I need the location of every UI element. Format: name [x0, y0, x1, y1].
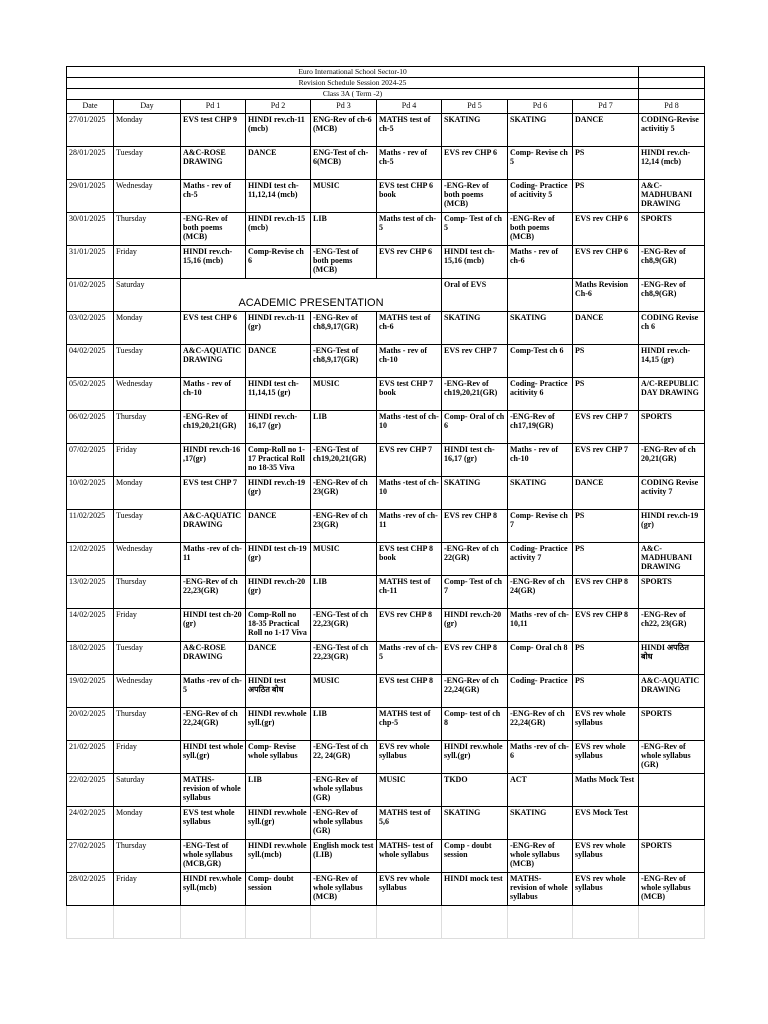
- period-cell: Comp- Revise whole syllabus: [246, 741, 311, 774]
- period-cell: -ENG-Rev of ch19,20,21(GR): [442, 378, 508, 411]
- period-cell: EVS test CHP 6 book: [377, 180, 442, 213]
- merged-event-cell: ACADEMIC PRESENTATION: [181, 279, 442, 312]
- column-header: Pd 1: [181, 100, 246, 114]
- period-cell: -ENG-Rev of ch 23(GR): [311, 510, 377, 543]
- period-cell: HINDI test ch-11,12,14 (mcb): [246, 180, 311, 213]
- period-cell: Coding- Practice of acitivity 5: [508, 180, 573, 213]
- table-row: [67, 576, 705, 609]
- table-row: [67, 675, 705, 708]
- period-cell: -ENG-Rev of whole syllabus (MCB): [311, 873, 377, 906]
- period-cell: MATHS test of ch-11: [377, 576, 442, 609]
- period-cell: -ENG-Rev of both poems (MCB): [442, 180, 508, 213]
- day-cell: Friday: [114, 609, 181, 642]
- period-cell: -ENG-Test of ch 22, 24(GR): [311, 741, 377, 774]
- period-cell: EVS rev whole syllabus: [573, 741, 639, 774]
- column-header: Date: [67, 100, 114, 114]
- period-cell: Comp-Test ch 6: [508, 345, 573, 378]
- period-cell: Maths -rev of ch-11: [181, 543, 246, 576]
- period-cell: -ENG-Rev of ch19,20,21(GR): [181, 411, 246, 444]
- day-cell: Tuesday: [114, 510, 181, 543]
- period-cell: -ENG-Rev of ch 22,24(GR): [181, 708, 246, 741]
- period-cell: LIB: [311, 213, 377, 246]
- table-row: [67, 444, 705, 477]
- period-cell: Comp-Roll no 1-17 Practical Roll no 18-35 Viva: [246, 444, 311, 477]
- period-cell: HINDI test whole syll.(gr): [181, 741, 246, 774]
- period-cell: -ENG-Test of ch8,9,17(GR): [311, 345, 377, 378]
- date-cell: 31/01/2025: [67, 246, 114, 279]
- period-cell: SKATING: [442, 114, 508, 147]
- date-cell: 29/01/2025: [67, 180, 114, 213]
- revision-schedule-table: [66, 66, 705, 939]
- period-cell: EVS rev CHP 6: [377, 246, 442, 279]
- period-cell: HINDI rev.ch-11 (mcb): [246, 114, 311, 147]
- period-cell: Comp- Revise ch 7: [508, 510, 573, 543]
- column-header: Pd 2: [246, 100, 311, 114]
- period-cell: EVS rev CHP 7: [377, 444, 442, 477]
- period-cell: Oral of EVS: [442, 279, 508, 312]
- period-cell: EVS rev CHP 7: [573, 411, 639, 444]
- date-cell: 30/01/2025: [67, 213, 114, 246]
- period-cell: SKATING: [508, 114, 573, 147]
- day-cell: Monday: [114, 312, 181, 345]
- table-row: [67, 609, 705, 642]
- period-cell: Maths -test of ch-10: [377, 411, 442, 444]
- period-cell: EVS rev CHP 8: [573, 609, 639, 642]
- period-cell: EVS rev whole syllabus: [573, 708, 639, 741]
- empty-cell: [573, 906, 639, 939]
- day-cell: Monday: [114, 807, 181, 840]
- period-cell: HINDI test ch-11,14,15 (gr): [246, 378, 311, 411]
- table-row: [67, 807, 705, 840]
- period-cell: DANCE: [246, 147, 311, 180]
- period-cell: Maths - rev of ch-5: [181, 180, 246, 213]
- period-cell: -ENG-Test of whole syllabus (MCB,GR): [181, 840, 246, 873]
- table-row: [67, 213, 705, 246]
- period-cell: -ENG-Test of ch 22,23(GR): [311, 642, 377, 675]
- period-cell: Maths - rev of ch-10: [508, 444, 573, 477]
- period-cell: Comp- Test of ch 5: [442, 213, 508, 246]
- column-header: Pd 6: [508, 100, 573, 114]
- period-cell: Comp- Test of ch 7: [442, 576, 508, 609]
- table-row: [67, 378, 705, 411]
- period-cell: HINDI rev.ch-19 (gr): [639, 510, 705, 543]
- empty-cell: [67, 906, 114, 939]
- title-spacer: [639, 89, 705, 100]
- period-cell: -ENG-Rev of whole syllabus (MCB): [639, 873, 705, 906]
- period-cell: PS: [573, 378, 639, 411]
- empty-cell: [246, 906, 311, 939]
- period-cell: EVS rev CHP 8: [442, 510, 508, 543]
- period-cell: Maths test of ch-5: [377, 213, 442, 246]
- period-cell: HINDI rev.ch-12,14 (mcb): [639, 147, 705, 180]
- period-cell: Maths -test of ch-10: [377, 477, 442, 510]
- period-cell: DANCE: [246, 642, 311, 675]
- period-cell: EVS Mock Test: [573, 807, 639, 840]
- day-cell: Monday: [114, 114, 181, 147]
- period-cell: EVS rev whole syllabus: [573, 840, 639, 873]
- day-cell: Thursday: [114, 213, 181, 246]
- table-row: [67, 180, 705, 213]
- title-spacer: [639, 67, 705, 78]
- period-cell: EVS test CHP 7 book: [377, 378, 442, 411]
- period-cell: LIB: [311, 576, 377, 609]
- period-cell: -ENG-Test of ch19,20,21(GR): [311, 444, 377, 477]
- period-cell: Maths -rev of ch-5: [377, 642, 442, 675]
- period-cell: EVS rev whole syllabus: [377, 873, 442, 906]
- period-cell: SPORTS: [639, 840, 705, 873]
- period-cell: SKATING: [508, 477, 573, 510]
- day-cell: Thursday: [114, 576, 181, 609]
- period-cell: MUSIC: [311, 675, 377, 708]
- period-cell: DANCE: [573, 312, 639, 345]
- table-row: [67, 741, 705, 774]
- period-cell: -ENG-Rev of whole syllabus (GR): [639, 741, 705, 774]
- date-cell: 01/02/2025: [67, 279, 114, 312]
- period-cell: SPORTS: [639, 708, 705, 741]
- period-cell: HINDI rev.ch-15 (mcb): [246, 213, 311, 246]
- table-row: [67, 246, 705, 279]
- period-cell: LIB: [246, 774, 311, 807]
- day-cell: Wednesday: [114, 675, 181, 708]
- period-cell: HINDI test ch-20 (gr): [181, 609, 246, 642]
- period-cell: EVS rev CHP 8: [377, 609, 442, 642]
- table-row: [67, 642, 705, 675]
- period-cell: MATHS- revision of whole syllabus: [181, 774, 246, 807]
- period-cell: HINDI rev.ch-14,15 (gr): [639, 345, 705, 378]
- date-cell: 19/02/2025: [67, 675, 114, 708]
- period-cell: CODING-Revise activitiy 5: [639, 114, 705, 147]
- table-row: [67, 114, 705, 147]
- period-cell: PS: [573, 642, 639, 675]
- period-cell: Comp- test of ch 8: [442, 708, 508, 741]
- period-cell: CODING Revise ch 6: [639, 312, 705, 345]
- day-cell: Thursday: [114, 411, 181, 444]
- period-cell: ENG-Rev of ch-6 (MCB): [311, 114, 377, 147]
- period-cell: Comp-Roll no 18-35 Practical Roll no 1-17 Viva: [246, 609, 311, 642]
- period-cell: Maths Revision Ch-6: [573, 279, 639, 312]
- column-header: Day: [114, 100, 181, 114]
- date-cell: 27/01/2025: [67, 114, 114, 147]
- period-cell: EVS rev CHP 7: [573, 444, 639, 477]
- period-cell: -ENG-Rev of both poems (MCB): [181, 213, 246, 246]
- period-cell: HINDI test ch-15,16 (mcb): [442, 246, 508, 279]
- period-cell: HINDI अपठित बोध: [639, 642, 705, 675]
- period-cell: A&C-ROSE DRAWING: [181, 147, 246, 180]
- period-cell: A/C-REPUBLIC DAY DRAWING: [639, 378, 705, 411]
- period-cell: EVS rev CHP 6: [573, 246, 639, 279]
- period-cell: HINDI rev.whole syll.(gr): [246, 708, 311, 741]
- day-cell: Wednesday: [114, 378, 181, 411]
- table-row: [67, 708, 705, 741]
- period-cell: English mock test (LIB): [311, 840, 377, 873]
- period-cell: -ENG-Rev of whole syllabus (GR): [311, 774, 377, 807]
- period-cell: MATHS- revision of whole syllabus: [508, 873, 573, 906]
- column-header: Pd 3: [311, 100, 377, 114]
- empty-cell: [311, 906, 377, 939]
- table-row: [67, 312, 705, 345]
- period-cell: A&C-AQUATIC DRAWING: [181, 345, 246, 378]
- period-cell: SKATING: [442, 807, 508, 840]
- period-cell: DANCE: [573, 114, 639, 147]
- period-cell: A&C-MADHUBANI DRAWING: [639, 180, 705, 213]
- table-row: [67, 543, 705, 576]
- period-cell: PS: [573, 675, 639, 708]
- date-cell: 13/02/2025: [67, 576, 114, 609]
- period-cell: HINDI mock test: [442, 873, 508, 906]
- period-cell: -ENG-Test of both poems (MCB): [311, 246, 377, 279]
- period-cell: Comp- Oral of ch 6: [442, 411, 508, 444]
- date-cell: 28/01/2025: [67, 147, 114, 180]
- date-cell: 07/02/2025: [67, 444, 114, 477]
- period-cell: MUSIC: [311, 543, 377, 576]
- period-cell: EVS test CHP 8: [377, 675, 442, 708]
- period-cell: Maths Mock Test: [573, 774, 639, 807]
- period-cell: DANCE: [246, 345, 311, 378]
- period-cell: EVS test CHP 6: [181, 312, 246, 345]
- period-cell: Maths -rev of ch-5: [181, 675, 246, 708]
- period-cell: EVS rev CHP 7: [442, 345, 508, 378]
- period-cell: Maths -rev of ch-11: [377, 510, 442, 543]
- school-title: Euro International School Sector-10: [67, 67, 639, 78]
- period-cell: -ENG-Rev of ch 22,23(GR): [181, 576, 246, 609]
- class-title: Class 3A ( Term -2): [67, 89, 639, 100]
- day-cell: Friday: [114, 741, 181, 774]
- period-cell: -ENG-Test of ch 22,23(GR): [311, 609, 377, 642]
- period-cell: PS: [573, 147, 639, 180]
- period-cell: MATHS test of ch-5: [377, 114, 442, 147]
- date-cell: 04/02/2025: [67, 345, 114, 378]
- date-cell: 14/02/2025: [67, 609, 114, 642]
- table-row: [67, 477, 705, 510]
- period-cell: HINDI rev.ch-20 (gr): [442, 609, 508, 642]
- table-row: [67, 840, 705, 873]
- period-cell: -ENG-Rev of whole syllabus (GR): [311, 807, 377, 840]
- period-cell: A&C-ROSE DRAWING: [181, 642, 246, 675]
- period-cell: -ENG-Rev of ch 22,24(GR): [442, 675, 508, 708]
- day-cell: Monday: [114, 477, 181, 510]
- period-cell: SPORTS: [639, 576, 705, 609]
- column-header-row: [67, 100, 705, 114]
- date-cell: 06/02/2025: [67, 411, 114, 444]
- period-cell: HINDI rev.whole syll.(gr): [246, 807, 311, 840]
- period-cell: EVS test CHP 9: [181, 114, 246, 147]
- empty-cell: [508, 906, 573, 939]
- period-cell: ACT: [508, 774, 573, 807]
- period-cell: HINDI rev.whole syll.(mcb): [181, 873, 246, 906]
- date-cell: 05/02/2025: [67, 378, 114, 411]
- date-cell: 03/02/2025: [67, 312, 114, 345]
- period-cell: HINDI rev.ch-19 (gr): [246, 477, 311, 510]
- period-cell: SKATING: [508, 807, 573, 840]
- period-cell: -ENG-Rev of ch8,9(GR): [639, 279, 705, 312]
- period-cell: -ENG-Rev of ch 23(GR): [311, 477, 377, 510]
- day-cell: Saturday: [114, 279, 181, 312]
- table-row: [67, 279, 705, 312]
- period-cell: MATHS test of chp-5: [377, 708, 442, 741]
- column-header: Pd 8: [639, 100, 705, 114]
- period-cell: EVS test whole syllabus: [181, 807, 246, 840]
- day-cell: Thursday: [114, 708, 181, 741]
- period-cell: PS: [573, 510, 639, 543]
- period-cell: EVS rev CHP 8: [442, 642, 508, 675]
- date-cell: 27/02/2025: [67, 840, 114, 873]
- date-cell: 21/02/2025: [67, 741, 114, 774]
- period-cell: Comp- doubt session: [246, 873, 311, 906]
- day-cell: Friday: [114, 444, 181, 477]
- period-cell: Comp- Oral ch 8: [508, 642, 573, 675]
- column-header: Pd 7: [573, 100, 639, 114]
- empty-row: [67, 906, 705, 939]
- period-cell: -ENG-Rev of ch17,19(GR): [508, 411, 573, 444]
- period-cell: EVS rev CHP 6: [573, 213, 639, 246]
- empty-cell: [114, 906, 181, 939]
- period-cell: EVS rev CHP 6: [442, 147, 508, 180]
- period-cell: CODING Revise activity 7: [639, 477, 705, 510]
- period-cell: -ENG-Rev of both poems (MCB): [508, 213, 573, 246]
- period-cell: SPORTS: [639, 213, 705, 246]
- period-cell: EVS rev whole syllabus: [573, 873, 639, 906]
- date-cell: 12/02/2025: [67, 543, 114, 576]
- period-cell: HINDI rev.ch-16 ,17(gr): [181, 444, 246, 477]
- period-cell: MATHS test of 5,6: [377, 807, 442, 840]
- period-cell: -ENG-Rev of ch8,9,17(GR): [311, 312, 377, 345]
- period-cell: -ENG-Rev of ch 22(GR): [442, 543, 508, 576]
- empty-cell: [181, 906, 246, 939]
- column-header: Pd 5: [442, 100, 508, 114]
- period-cell: EVS test CHP 8 book: [377, 543, 442, 576]
- period-cell: PS: [573, 345, 639, 378]
- date-cell: 28/02/2025: [67, 873, 114, 906]
- session-title: Revision Schedule Session 2024-25: [67, 78, 639, 89]
- day-cell: Friday: [114, 873, 181, 906]
- period-cell: EVS rev CHP 8: [573, 576, 639, 609]
- period-cell: HINDI rev.ch-11 (gr): [246, 312, 311, 345]
- period-cell: Coding- Practice: [508, 675, 573, 708]
- period-cell: MUSIC: [377, 774, 442, 807]
- period-cell: DANCE: [573, 477, 639, 510]
- period-cell: Maths - rev of ch-5: [377, 147, 442, 180]
- period-cell: Maths - rev of ch-10: [181, 378, 246, 411]
- period-cell: HINDI rev.ch-16,17 (gr): [246, 411, 311, 444]
- table-row: [67, 510, 705, 543]
- day-cell: Tuesday: [114, 147, 181, 180]
- table-row: [67, 147, 705, 180]
- period-cell: A&C-AQUATIC DRAWING: [181, 510, 246, 543]
- day-cell: Tuesday: [114, 642, 181, 675]
- period-cell: -ENG-Rev of whole syllabus (MCB): [508, 840, 573, 873]
- period-cell: -ENG-Rev of ch22, 23(GR): [639, 609, 705, 642]
- period-cell: HINDI rev.whole syll.(gr): [442, 741, 508, 774]
- period-cell: Maths -rev of ch-6: [508, 741, 573, 774]
- period-cell: MATHS- test of whole syllabus: [377, 840, 442, 873]
- title-spacer: [639, 78, 705, 89]
- date-cell: 20/02/2025: [67, 708, 114, 741]
- period-cell: LIB: [311, 411, 377, 444]
- period-cell: -ENG-Rev of ch8,9(GR): [639, 246, 705, 279]
- period-cell: PS: [573, 180, 639, 213]
- table-row: [67, 774, 705, 807]
- table-row: [67, 873, 705, 906]
- period-cell: EVS test CHP 7: [181, 477, 246, 510]
- date-cell: 10/02/2025: [67, 477, 114, 510]
- period-cell: HINDI rev.ch-15,16 (mcb): [181, 246, 246, 279]
- schedule-body: [67, 114, 705, 939]
- day-cell: Friday: [114, 246, 181, 279]
- day-cell: Tuesday: [114, 345, 181, 378]
- period-cell: SKATING: [508, 312, 573, 345]
- period-cell: DANCE: [246, 510, 311, 543]
- day-cell: Saturday: [114, 774, 181, 807]
- period-cell: ENG-Test of ch-6(MCB): [311, 147, 377, 180]
- period-cell: Comp- Revise ch 5: [508, 147, 573, 180]
- day-cell: Wednesday: [114, 180, 181, 213]
- period-cell: A&C-MADHUBANI DRAWING: [639, 543, 705, 576]
- column-header: Pd 4: [377, 100, 442, 114]
- period-cell: Maths - rev of ch-6: [508, 246, 573, 279]
- date-cell: 24/02/2025: [67, 807, 114, 840]
- date-cell: 18/02/2025: [67, 642, 114, 675]
- period-cell: Maths - rev of ch-10: [377, 345, 442, 378]
- period-cell: LIB: [311, 708, 377, 741]
- period-cell: Comp-Revise ch 6: [246, 246, 311, 279]
- schedule-document: [66, 66, 704, 939]
- empty-cell: [639, 906, 705, 939]
- period-cell: Maths -rev of ch-10,11: [508, 609, 573, 642]
- period-cell: HINDI test ch-19 (gr): [246, 543, 311, 576]
- period-cell: A&C-AQUATIC DRAWING: [639, 675, 705, 708]
- day-cell: Wednesday: [114, 543, 181, 576]
- period-cell: MUSIC: [311, 378, 377, 411]
- day-cell: Thursday: [114, 840, 181, 873]
- period-cell: -ENG-Rev of ch 20,21(GR): [639, 444, 705, 477]
- period-cell: MATHS test of ch-6: [377, 312, 442, 345]
- empty-cell: [442, 906, 508, 939]
- period-cell: EVS rev whole syllabus: [377, 741, 442, 774]
- period-cell: SKATING: [442, 477, 508, 510]
- empty-cell: [377, 906, 442, 939]
- period-cell: HINDI test अपठित बोध: [246, 675, 311, 708]
- period-cell: [508, 279, 573, 312]
- table-row: [67, 411, 705, 444]
- period-cell: HINDI rev.whole syll.(mcb): [246, 840, 311, 873]
- period-cell: SPORTS: [639, 411, 705, 444]
- date-cell: 11/02/2025: [67, 510, 114, 543]
- period-cell: SKATING: [442, 312, 508, 345]
- period-cell: MUSIC: [311, 180, 377, 213]
- period-cell: TKDO: [442, 774, 508, 807]
- date-cell: 22/02/2025: [67, 774, 114, 807]
- table-row: [67, 345, 705, 378]
- period-cell: HINDI test ch-16,17 (gr): [442, 444, 508, 477]
- period-cell: Comp - doubt session: [442, 840, 508, 873]
- period-cell: [639, 774, 705, 807]
- period-cell: -ENG-Rev of ch 24(GR): [508, 576, 573, 609]
- period-cell: HINDI rev.ch-20 (gr): [246, 576, 311, 609]
- period-cell: -ENG-Rev of ch 22,24(GR): [508, 708, 573, 741]
- period-cell: Coding- Practice acitivity 6: [508, 378, 573, 411]
- period-cell: Coding- Practice activity 7: [508, 543, 573, 576]
- period-cell: PS: [573, 543, 639, 576]
- period-cell: [639, 807, 705, 840]
